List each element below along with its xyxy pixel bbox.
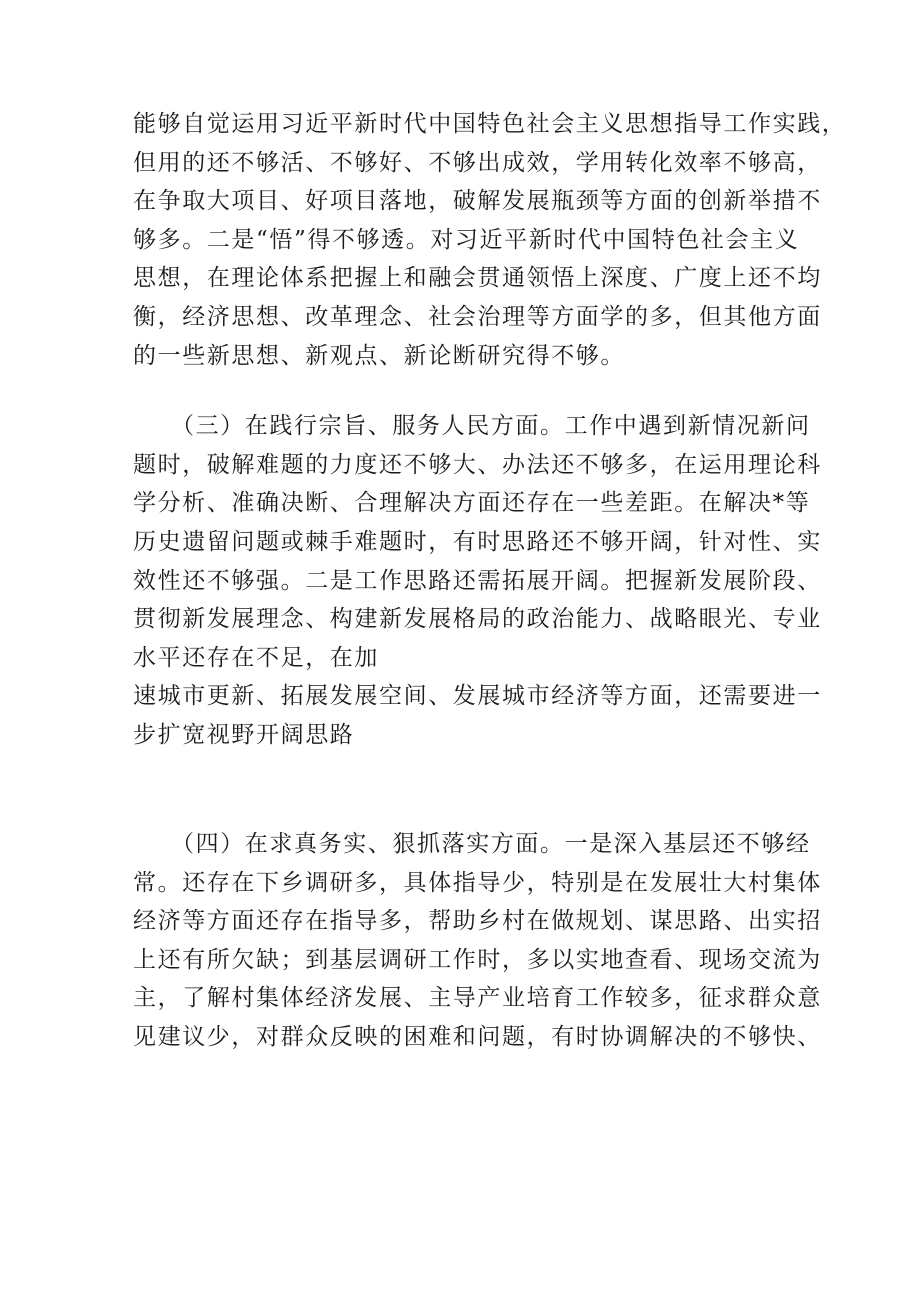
paragraph-spacer: [133, 793, 793, 825]
text-line: 衡，经济思想、改革理念、社会治理等方面学的多，但其他方面: [133, 303, 822, 330]
paragraph-1: [133, 105, 847, 375]
text-line: 够多。二是“悟”得不够透。对习近平新时代中国特色社会主义: [133, 226, 800, 253]
text-line: 上还有所欠缺；到基层调研工作时，多以实地查看、现场交流为: [133, 946, 822, 973]
text-line: （四）在求真务实、狠抓落实方面。一是深入基层还不够经: [171, 831, 811, 858]
text-line: 历史遗留问题或棘手难题时，有时思路还不够开阔，针对性、实: [133, 528, 822, 555]
text-line: [133, 755, 793, 794]
text-line: 能够自觉运用习近平新时代中国特色社会主义思想指导工作实践，: [133, 111, 847, 137]
text-line: 的一些新思想、新观点、新论断研究得不够。: [133, 342, 625, 369]
paragraph-3: [133, 825, 822, 1057]
text-line: 在争取大项目、好项目落地，破解发展瓶颈等方面的创新举措不: [133, 188, 822, 215]
text-line: 水平还存在不足，在加: [133, 644, 379, 671]
text-line: 贯彻新发展理念、构建新发展格局的政治能力、战略眼光、专业: [133, 606, 822, 633]
text-line: 效性还不够强。二是工作思路还需拓展开阔。把握新发展阶段、: [133, 567, 822, 594]
text-line: 学分析、准确决断、合理解决方面还存在一些差距。在解决*等: [133, 490, 811, 517]
text-line: 但用的还不够活、不够好、不够出成效，学用转化效率不够高，: [133, 149, 822, 176]
text-line: 常。还存在下乡调研多，具体指导少，特别是在发展壮大村集体: [133, 869, 822, 896]
text-line: （三）在践行宗旨、服务人民方面。工作中遇到新情况新问: [171, 413, 811, 440]
text-line: 步扩宽视野开阔思路: [133, 721, 355, 748]
text-line: 速城市更新、拓展发展空间、发展城市经济等方面，还需要进一: [133, 683, 822, 710]
paragraph-spacer: [133, 375, 793, 407]
text-line: 主，了解村集体经济发展、主导产业培育工作较多，征求群众意: [133, 985, 822, 1012]
text-line: 题时，破解难题的力度还不够大、办法还不够多，在运用理论科: [133, 451, 822, 478]
document-body: [133, 105, 847, 1057]
text-line: 思想，在理论体系把握上和融会贯通领悟上深度、广度上还不均: [133, 265, 822, 292]
text-line: 见建议少，对群众反映的困难和问题，有时协调解决的不够快、: [133, 1024, 822, 1051]
paragraph-2: [133, 407, 822, 793]
text-line: 经济等方面还存在指导多，帮助乡村在做规划、谋思路、出实招: [133, 908, 822, 935]
